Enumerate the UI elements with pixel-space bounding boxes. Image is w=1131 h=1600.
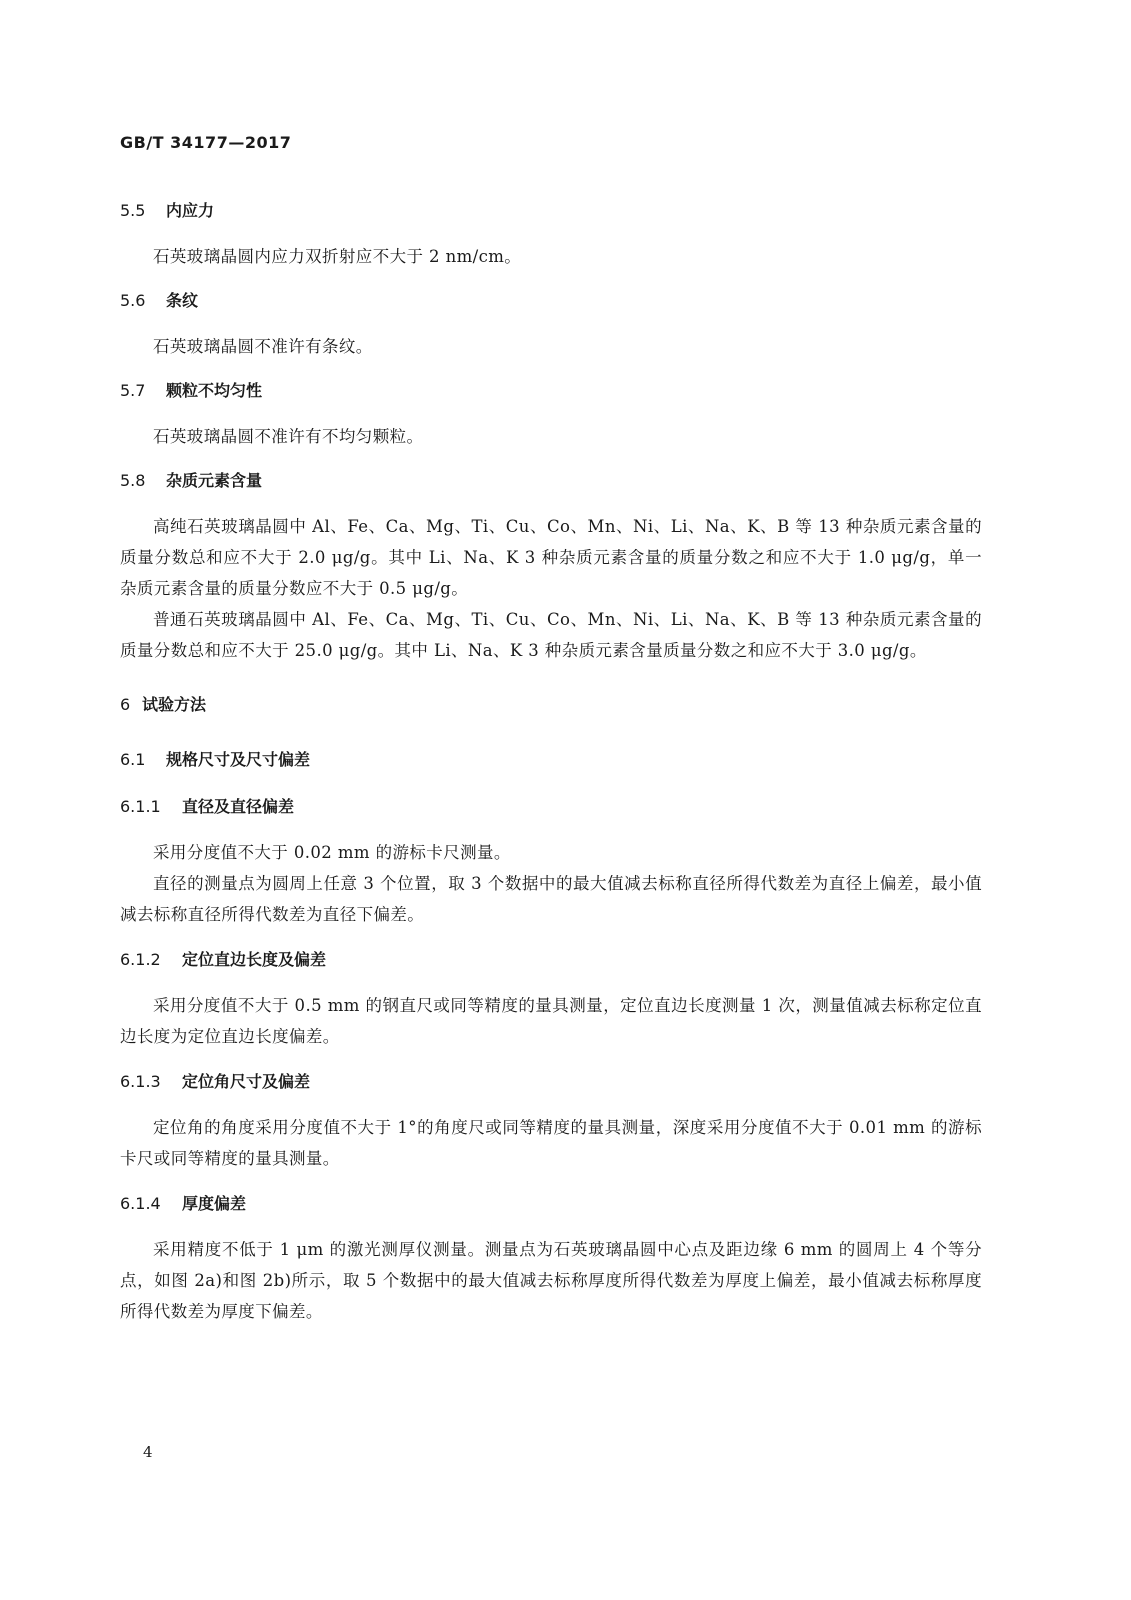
section-number: 6.1.1: [120, 797, 161, 816]
section-title: 试验方法: [142, 695, 207, 714]
section-title: 定位角尺寸及偏差: [182, 1072, 311, 1091]
section-heading-5-5: [120, 196, 982, 226]
section-title: 厚度偏差: [182, 1194, 247, 1213]
section-number: 5.8: [120, 471, 146, 490]
paragraph: 定位角的角度采用分度值不大于 1°的角度尺或同等精度的量具测量，深度采用分度值不大于 0.01 mm 的游标卡尺或同等精度的量具测量。: [120, 1118, 982, 1168]
section-heading-6: [120, 690, 982, 720]
section-heading-6-1-4: [120, 1189, 982, 1219]
paragraph: 石英玻璃晶圆不准许有条纹。: [153, 337, 373, 356]
section-number: 6.1.2: [120, 950, 161, 969]
section-title: 内应力: [166, 201, 215, 220]
section-heading-5-8: [120, 466, 982, 496]
section-heading-6-1: [120, 745, 982, 775]
section-title: 杂质元素含量: [166, 471, 263, 490]
section-heading-5-7: [120, 376, 982, 406]
section-heading-6-1-2: [120, 945, 982, 975]
paragraph: 直径的测量点为圆周上任意 3 个位置，取 3 个数据中的最大值减去标称直径所得代数差为直径上偏差，最小值减去标称直径所得代数差为直径下偏差。: [120, 874, 982, 924]
section-heading-6-1-1: [120, 792, 982, 822]
section-number: 5.5: [120, 201, 146, 220]
section-number: 5.7: [120, 381, 146, 400]
section-number: 5.6: [120, 291, 146, 310]
section-number: 6.1.3: [120, 1072, 161, 1091]
section-title: 颗粒不均匀性: [166, 381, 263, 400]
paragraph: 采用精度不低于 1 μm 的激光测厚仪测量。测量点为石英玻璃晶圆中心点及距边缘 6 mm 的圆周上 4 个等分点，如图 2a)和图 2b)所示，取 5 个数据中的最大值减去标称厚度所得代数差为厚度上偏差，最小值减去标称厚度所得代数差为厚度下偏差。: [120, 1240, 982, 1321]
section-number: 6: [120, 695, 131, 714]
paragraph: 普通石英玻璃晶圆中 Al、Fe、Ca、Mg、Ti、Cu、Co、Mn、Ni、Li、Na、K、B 等 13 种杂质元素含量的质量分数总和应不大于 25.0 μg/g。其中 Li、Na、K 3 种杂质元素含量质量分数之和应不大于 3.0 μg/g。: [120, 610, 982, 660]
section-title: 规格尺寸及尺寸偏差: [166, 750, 311, 769]
paragraph: 石英玻璃晶圆不准许有不均匀颗粒。: [153, 427, 424, 446]
section-title: 直径及直径偏差: [182, 797, 295, 816]
document-body: [120, 196, 982, 1327]
section-number: 6.1.4: [120, 1194, 161, 1213]
section-number: 6.1: [120, 750, 146, 769]
paragraph: 高纯石英玻璃晶圆中 Al、Fe、Ca、Mg、Ti、Cu、Co、Mn、Ni、Li、Na、K、B 等 13 种杂质元素含量的质量分数总和应不大于 2.0 μg/g。其中 Li、Na、K 3 种杂质元素含量的质量分数之和应不大于 1.0 μg/g，单一杂质元素含量的质量分数应不大于 0.5 μg/g。: [120, 517, 982, 598]
page-number: 4: [143, 1443, 153, 1461]
paragraph: 采用分度值不大于 0.5 mm 的钢直尺或同等精度的量具测量，定位直边长度测量 1 次，测量值减去标称定位直边长度为定位直边长度偏差。: [120, 996, 982, 1046]
section-heading-6-1-3: [120, 1067, 982, 1097]
section-title: 条纹: [166, 291, 199, 310]
paragraph: 石英玻璃晶圆内应力双折射应不大于 2 nm/cm。: [153, 247, 522, 266]
standard-code: GB/T 34177—2017: [120, 133, 292, 152]
section-title: 定位直边长度及偏差: [182, 950, 327, 969]
paragraph: 采用分度值不大于 0.02 mm 的游标卡尺测量。: [153, 843, 511, 862]
section-heading-5-6: [120, 286, 982, 316]
